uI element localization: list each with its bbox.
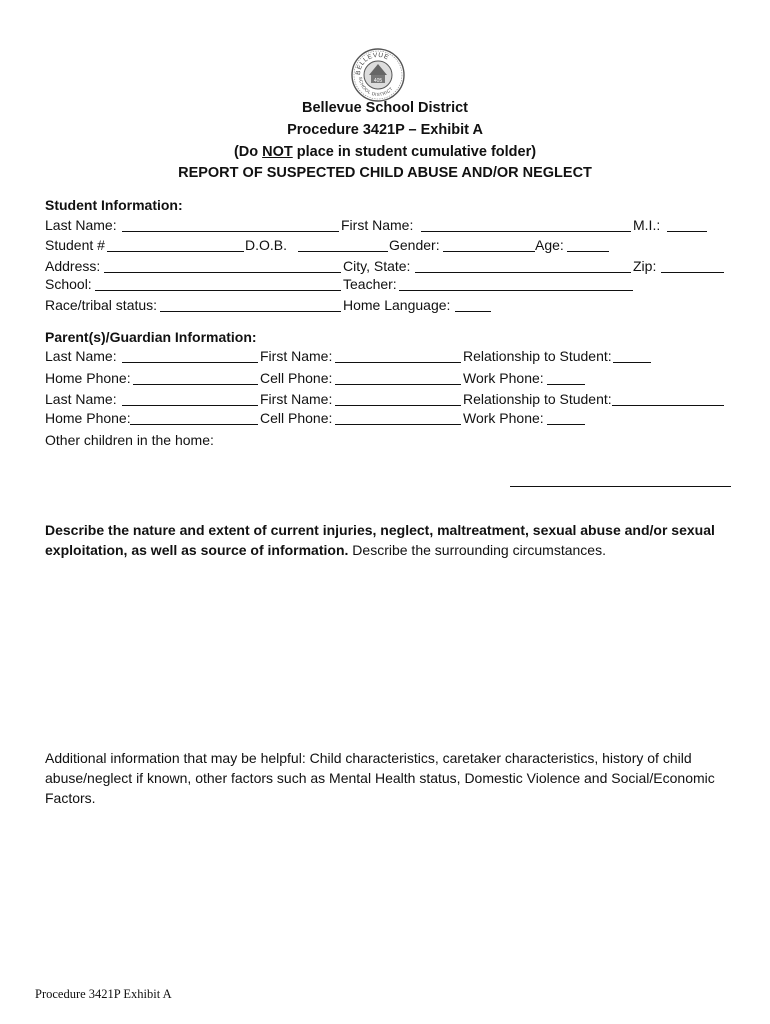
parent1-relationship-field[interactable] <box>613 362 651 363</box>
student-race-label: Race/tribal status: <box>45 297 158 313</box>
student-teacher-field[interactable] <box>399 290 633 291</box>
parent1-last-name-label: Last Name: <box>45 348 117 364</box>
seal-text-bottom: SCHOOL DISTRICT <box>357 76 394 98</box>
student-zip-label: Zip: <box>633 258 657 274</box>
page-footer: Procedure 3421P Exhibit A <box>35 987 172 1001</box>
student-city-state-label: City, State: <box>343 258 411 274</box>
student-address-field[interactable] <box>104 272 341 273</box>
parent2-relationship-label: Relationship to Student: <box>463 391 612 407</box>
describe-instructions-rest: Describe the surrounding circumstances. <box>348 542 606 558</box>
seal-text-top: BELLEVUE <box>354 51 390 76</box>
student-last-name-field[interactable] <box>122 231 339 232</box>
parent1-cell-phone-label: Cell Phone: <box>260 370 333 386</box>
student-dob-label: D.O.B. <box>245 237 288 253</box>
parent1-home-phone-label: Home Phone: <box>45 370 131 386</box>
parent2-relationship-field[interactable] <box>612 405 724 406</box>
parent1-first-name-label: First Name: <box>260 348 333 364</box>
procedure-title: Procedure 3421P – Exhibit A <box>287 122 483 138</box>
describe-instructions <box>45 520 725 560</box>
student-school-label: School: <box>45 276 92 292</box>
seal-number: 405 <box>373 78 383 84</box>
parent1-last-name-field[interactable] <box>122 362 258 363</box>
student-address-label: Address: <box>45 258 101 274</box>
student-number-field[interactable] <box>107 251 244 252</box>
parent1-work-phone-label: Work Phone: <box>463 370 544 386</box>
describe-response-area[interactable] <box>45 566 725 736</box>
other-children-label: Other children in the home: <box>45 432 214 448</box>
student-home-language-label: Home Language: <box>343 297 451 313</box>
student-mi-field[interactable] <box>667 231 707 232</box>
parent2-work-phone-label: Work Phone: <box>463 410 544 426</box>
district-name: Bellevue School District <box>302 100 468 116</box>
report-title: REPORT OF SUSPECTED CHILD ABUSE AND/OR NEGLECT <box>178 165 592 181</box>
parent2-first-name-label: First Name: <box>260 391 333 407</box>
district-seal-logo <box>350 47 406 103</box>
student-gender-field[interactable] <box>443 251 535 252</box>
student-race-field[interactable] <box>160 311 341 312</box>
parent2-work-phone-field[interactable] <box>547 424 585 425</box>
student-school-field[interactable] <box>95 290 341 291</box>
student-mi-label: M.I.: <box>633 217 661 233</box>
other-children-field[interactable] <box>510 486 731 487</box>
parent2-cell-phone-field[interactable] <box>335 424 461 425</box>
student-city-state-field[interactable] <box>415 272 631 273</box>
parent-info-heading: Parent(s)/Guardian Information: <box>45 329 257 345</box>
parent1-work-phone-field[interactable] <box>547 384 585 385</box>
student-age-label: Age: <box>535 237 564 253</box>
parent1-relationship-label: Relationship to Student: <box>463 348 612 364</box>
additional-response-area[interactable] <box>45 812 725 972</box>
parent2-cell-phone-label: Cell Phone: <box>260 410 333 426</box>
emphasis-not: NOT <box>262 144 293 160</box>
parent2-home-phone-label: Home Phone: <box>45 410 131 426</box>
student-teacher-label: Teacher: <box>343 276 397 292</box>
parent1-first-name-field[interactable] <box>335 362 461 363</box>
student-gender-label: Gender: <box>389 237 440 253</box>
additional-info-text: Additional information that may be helpful: Child characteristics, caretaker characteristics, history of child abuse/neglect if known, other factors such as Mental Health status, Domestic Violence and Social/Economic Factors. <box>45 750 715 806</box>
parent2-last-name-field[interactable] <box>122 405 258 406</box>
parent2-home-phone-field[interactable] <box>130 424 258 425</box>
student-age-field[interactable] <box>567 251 609 252</box>
folder-notice: (Do NOT place in student cumulative folder) <box>233 144 537 160</box>
student-home-language-field[interactable] <box>455 311 491 312</box>
parent2-last-name-label: Last Name: <box>45 391 117 407</box>
student-last-name-label: Last Name: <box>45 217 117 233</box>
parent2-first-name-field[interactable] <box>335 405 461 406</box>
student-zip-field[interactable] <box>661 272 724 273</box>
student-first-name-field[interactable] <box>421 231 631 232</box>
student-dob-field[interactable] <box>298 251 388 252</box>
describe-instructions-bold: Describe the nature and extent of current injuries, neglect, maltreatment, sexual abuse and/or sexual exploitation, as well as source of information. <box>45 522 715 558</box>
parent1-home-phone-field[interactable] <box>133 384 258 385</box>
student-info-heading: Student Information: <box>45 197 183 213</box>
parent1-cell-phone-field[interactable] <box>335 384 461 385</box>
student-number-label: Student # <box>45 237 105 253</box>
student-first-name-label: First Name: <box>341 217 414 233</box>
